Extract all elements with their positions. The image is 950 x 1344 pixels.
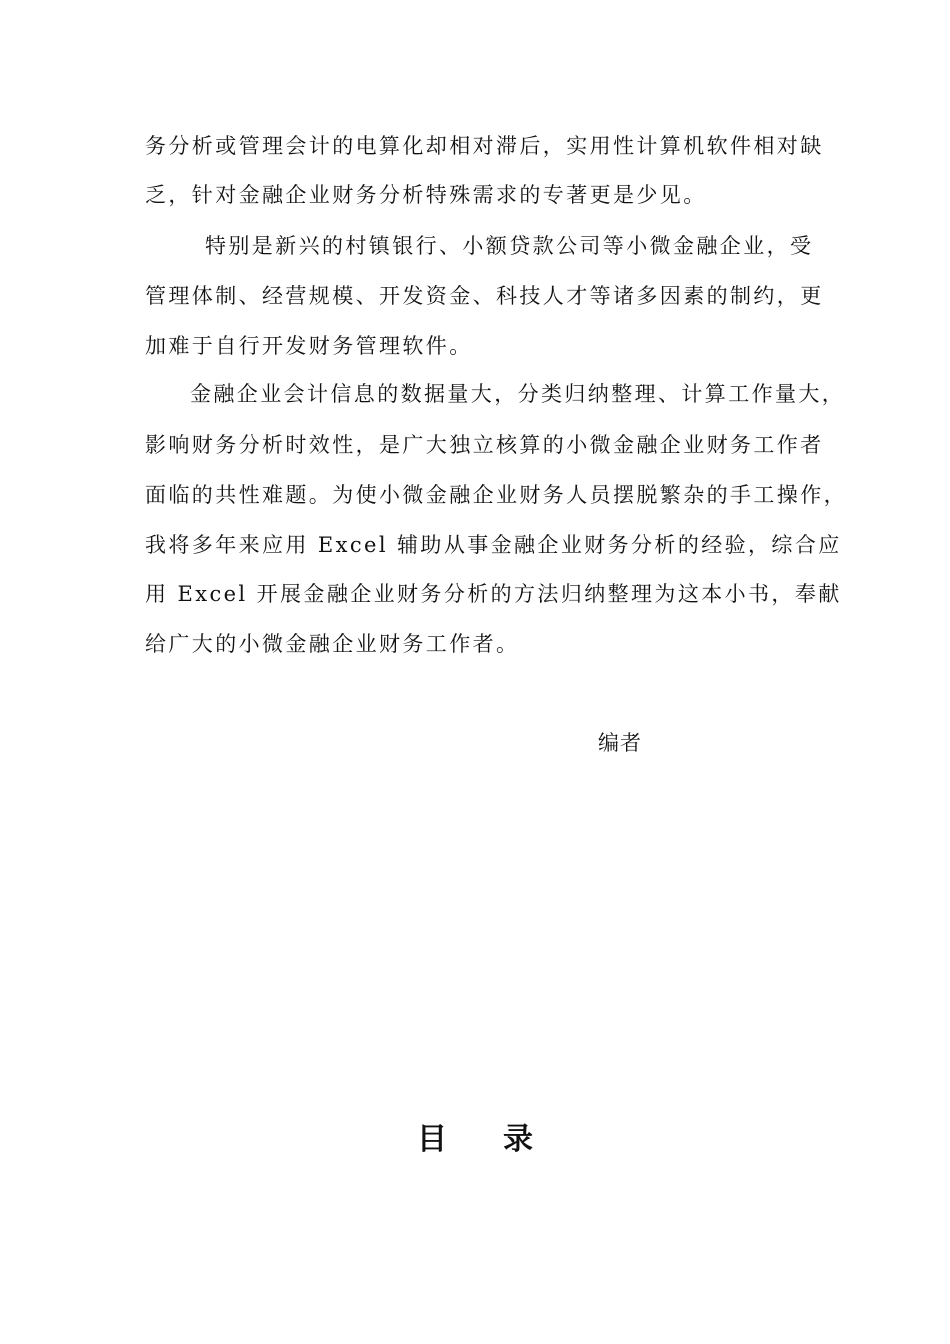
paragraph-2-line-1: 特别是新兴的村镇银行、小额贷款公司等小微金融企业，受 — [205, 234, 814, 258]
table-of-contents-title: 目录 — [417, 1122, 589, 1157]
paragraph-3-line-5: 用 Excel 开展金融企业财务分析的方法归纳整理为这本小书，奉献 — [145, 582, 842, 606]
paragraph-3-line-6: 给广大的小微金融企业财务工作者。 — [145, 632, 520, 656]
paragraph-3-line-2: 影响财务分析时效性，是广大独立核算的小微金融企业财务工作者 — [145, 433, 824, 457]
signature: 编者 — [598, 731, 642, 755]
paragraph-2-line-2: 管理体制、经营规模、开发资金、科技人才等诸多因素的制约，更 — [145, 284, 824, 308]
paragraph-1-line-1: 务分析或管理会计的电算化却相对滞后，实用性计算机软件相对缺 — [145, 134, 824, 158]
paragraph-1-line-2: 乏，针对金融企业财务分析特殊需求的专著更是少见。 — [145, 183, 707, 207]
paragraph-3-line-4: 我将多年来应用 Excel 辅助从事金融企业财务分析的经验，综合应 — [145, 533, 842, 557]
paragraph-2-line-3: 加难于自行开发财务管理软件。 — [145, 334, 473, 358]
paragraph-3-line-1: 金融企业会计信息的数据量大，分类归纳整理、计算工作量大， — [190, 382, 846, 406]
paragraph-3-line-3: 面临的共性难题。为使小微金融企业财务人员摆脱繁杂的手工操作， — [145, 483, 847, 507]
